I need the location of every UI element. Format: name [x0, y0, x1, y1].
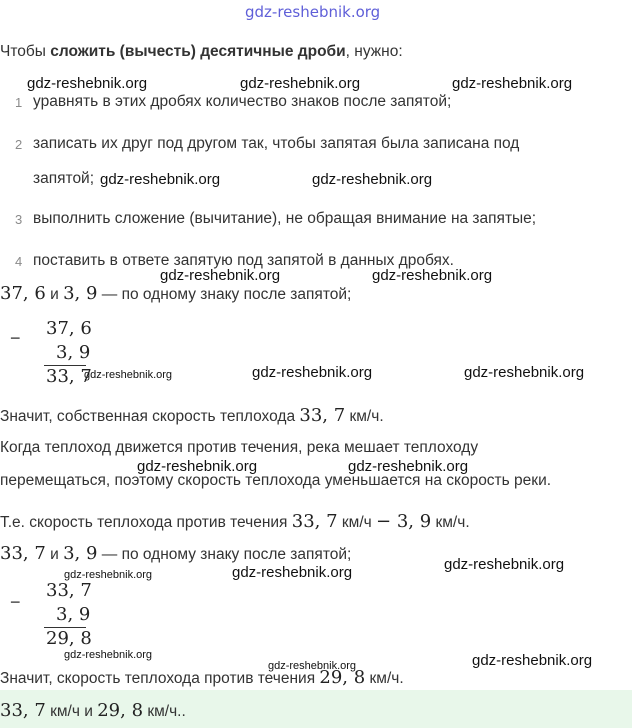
watermark-text: gdz-reshebnik.org [348, 458, 469, 475]
value-b: 3, 9 [396, 511, 432, 532]
step-text: выполнить сложение (вычитание), не обращая внимание на запятые; [33, 210, 537, 227]
watermark-text: gdz-reshebnik.org [232, 564, 353, 581]
watermark-text: gdz-reshebnik.org [160, 267, 281, 284]
step-number: 4 [15, 254, 23, 269]
rule-text: — по одному знаку после запятой; [97, 546, 352, 563]
own-speed-sentence [0, 405, 384, 427]
watermark-text: gdz-reshebnik.org [100, 171, 221, 188]
minuend: 37, 6 [46, 318, 92, 339]
sentence-text: Значит, скорость теплохода против течения [0, 670, 320, 687]
speed-value: 33, 7 [299, 405, 346, 426]
difference: 29, 8 [46, 628, 92, 649]
unit-text: км/ч. [345, 408, 384, 425]
answer-value: 33, 7 [0, 700, 46, 721]
watermark-text: gdz-reshebnik.org [137, 458, 258, 475]
difference: 33, 7 [46, 366, 92, 387]
intro-normal: Чтобы [0, 43, 51, 60]
watermark-text: gdz-reshebnik.org [27, 75, 148, 92]
rule-text: — по одному знаку после запятой; [97, 286, 352, 303]
digits-line-2 [0, 543, 351, 565]
watermark-text: gdz-reshebnik.org [268, 660, 357, 672]
subtrahend: 3, 9 [56, 604, 91, 625]
value-a: 33, 7 [291, 511, 338, 532]
unit-text: км/ч. [365, 670, 404, 687]
watermark-text: gdz-reshebnik.org [84, 369, 173, 381]
minus-operator: − [376, 511, 397, 532]
paragraph-line: перемещаться, поэтому скорость теплохода уменьшается на скорость реки. [0, 472, 552, 489]
watermark-text: gdz-reshebnik.org [464, 364, 585, 381]
intro-tail: , нужно: [345, 43, 403, 60]
and-word: и [45, 546, 64, 563]
intro-bold: сложить (вычесть) десятичные дроби [50, 43, 346, 60]
step-text: поставить в ответе запятую под запятой в данных дробях. [33, 252, 454, 269]
watermark-text: gdz-reshebnik.org [240, 75, 361, 92]
unit-text: км/ч.. [143, 703, 186, 720]
watermark-text: gdz-reshebnik.org [452, 75, 573, 92]
subtrahend: 3, 9 [56, 342, 91, 363]
watermark-text: gdz-reshebnik.org [372, 267, 493, 284]
step-number: 2 [15, 137, 23, 152]
digits-line-1 [0, 283, 351, 305]
against-speed-result [0, 667, 404, 689]
minus-sign: − [10, 592, 21, 612]
intro-line [0, 42, 403, 62]
answer-line [0, 700, 186, 722]
answer-value: 29, 8 [97, 700, 144, 721]
speed-value: 29, 8 [319, 667, 366, 688]
paragraph-line: Когда теплоход движется против течения, река мешает теплоходу [0, 439, 479, 456]
step-text: уравнять в этих дробях количество знаков после запятой; [33, 93, 452, 110]
step-number: 3 [15, 212, 23, 227]
minuend: 33, 7 [46, 580, 92, 601]
watermark-text: gdz-reshebnik.org [64, 569, 153, 581]
value-a: 37, 6 [0, 283, 46, 304]
unit-text: км/ч и [45, 703, 98, 720]
watermark-text: gdz-reshebnik.org [252, 364, 373, 381]
step-text-continued: запятой; [33, 170, 95, 187]
sentence-text: Значит, собственная скорость теплохода [0, 408, 300, 425]
unit-text: км/ч [337, 514, 377, 531]
value-b: 3, 9 [63, 283, 98, 304]
watermark-text: gdz-reshebnik.org [444, 556, 565, 573]
value-b: 3, 9 [63, 543, 98, 564]
and-word: и [45, 286, 64, 303]
step-number: 1 [15, 95, 23, 110]
sentence-text: Т.е. скорость теплохода против течения [0, 514, 292, 531]
value-a: 33, 7 [0, 543, 46, 564]
watermark-text: gdz-reshebnik.org [312, 171, 433, 188]
top-watermark: gdz-reshebnik.org [245, 3, 381, 21]
minus-sign: − [10, 328, 21, 348]
watermark-text: gdz-reshebnik.org [472, 652, 593, 669]
unit-text: км/ч. [431, 514, 470, 531]
step-text: записать их друг под другом так, чтобы запятая была записана под [33, 135, 520, 152]
watermark-text: gdz-reshebnik.org [64, 649, 153, 661]
against-current-sentence [0, 511, 470, 533]
